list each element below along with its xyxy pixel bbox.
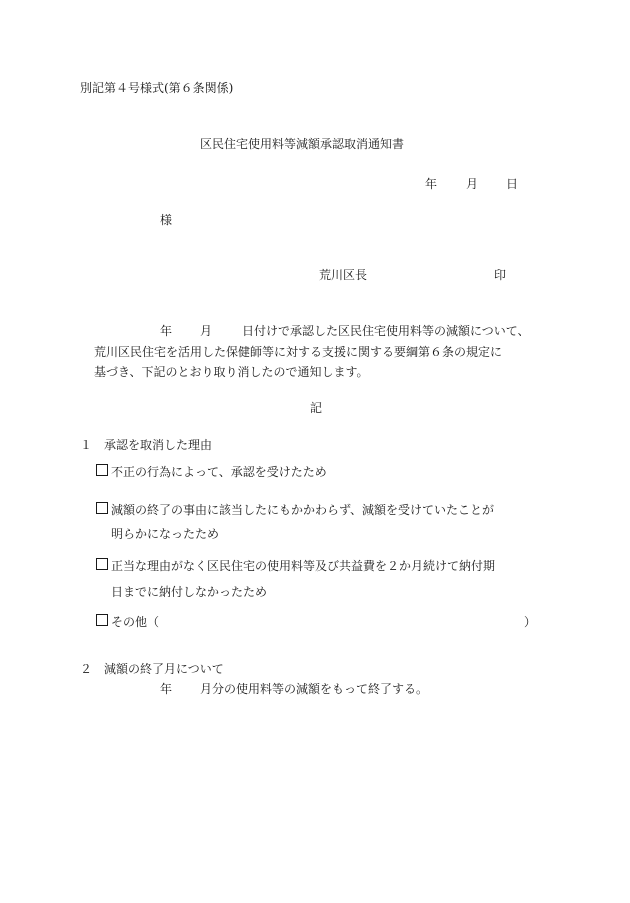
body-line1-text: 日付けで承認した区民住宅使用料等の減額について、: [242, 324, 530, 338]
reason-checkbox-ended[interactable]: [96, 502, 108, 514]
issuer-seal: 印: [494, 268, 507, 282]
body-month: 月: [200, 324, 213, 338]
body-line2: 荒川区民住宅を活用した保健師等に対する支援に関する要綱第６条の規定に: [94, 345, 503, 359]
reason-label-nonpayment-2: 日までに納付しなかったため: [111, 585, 268, 599]
body-year: 年: [160, 324, 173, 338]
reason-label-other: その他（: [111, 615, 160, 629]
ki-heading: 記: [310, 401, 323, 415]
end-year: 年: [160, 682, 173, 696]
reason-label-nonpayment-1: 正当な理由がなく区民住宅の使用料等及び共益費を２か月続けて納付期: [111, 559, 496, 573]
reason-label-ended-1: 減額の終了の事由に該当したにもかかわらず、減額を受けていたことが: [111, 503, 495, 517]
section1-heading: １ 承認を取消した理由: [80, 438, 213, 452]
issuer-name: 荒川区長: [319, 268, 368, 282]
end-month-text: 月分の使用料等の減額をもって終了する。: [200, 682, 429, 696]
body-line3: 基づき、下記のとおり取り消したので通知します。: [94, 365, 369, 379]
reason-label-ended-2: 明らかになったため: [111, 527, 220, 541]
reason-label-fraud: 不正の行為によって、承認を受けたため: [111, 465, 327, 479]
document-title: 区民住宅使用料等減額承認取消通知書: [200, 137, 405, 151]
reason-checkbox-nonpayment[interactable]: [96, 558, 108, 570]
reason-other-close: ）: [524, 615, 537, 629]
section2-heading: ２ 減額の終了月について: [80, 662, 224, 676]
reason-checkbox-fraud[interactable]: [96, 464, 108, 476]
date-year: 年: [425, 177, 438, 191]
addressee-suffix: 様: [160, 213, 173, 227]
date-day: 日: [506, 177, 519, 191]
reason-checkbox-other[interactable]: [96, 614, 108, 626]
date-month: 月: [466, 177, 479, 191]
form-reference: 別記第４号様式(第６条関係): [80, 81, 234, 95]
